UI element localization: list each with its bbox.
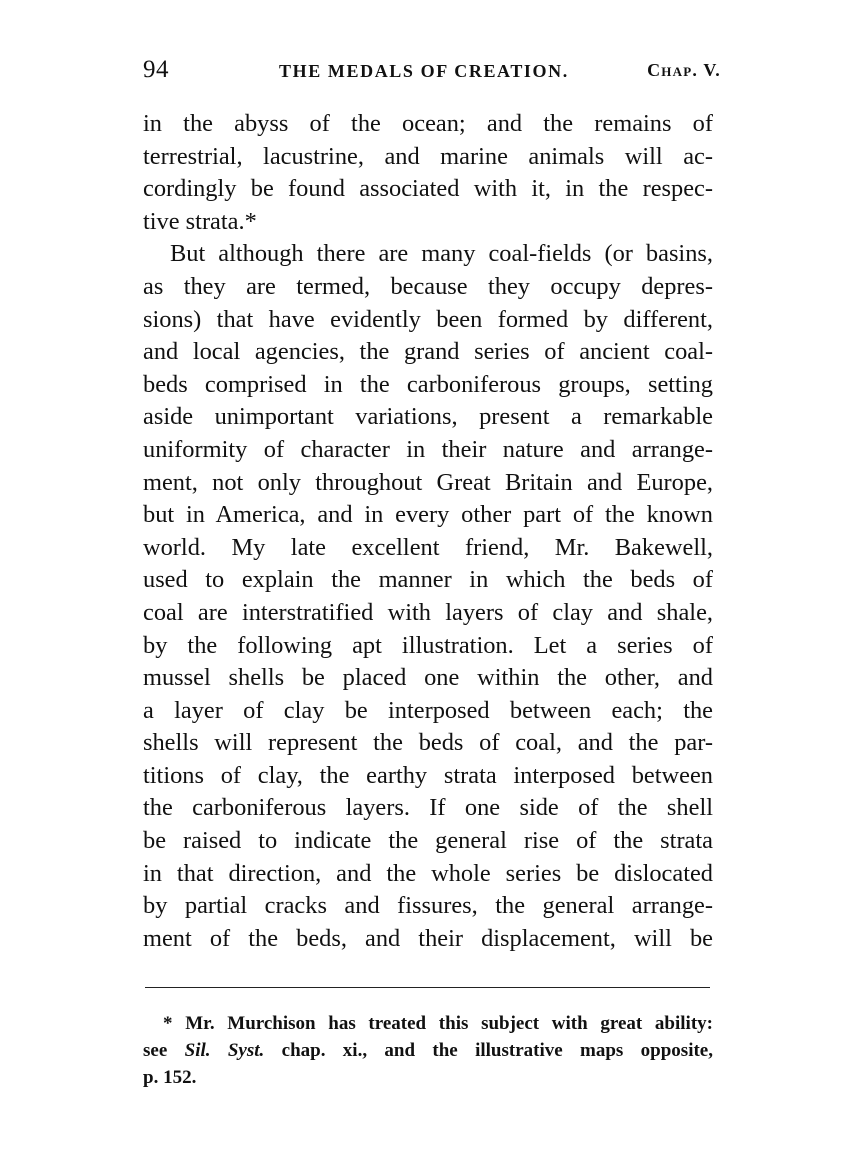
text-line: by the following apt illustration. Let a series of (143, 631, 713, 659)
text-line: sions) that have evidently been formed by different, (143, 305, 713, 333)
text-line: terrestrial, lacustrine, and marine animals will ac- (143, 142, 713, 170)
body-text (143, 108, 713, 955)
text-line: world. My late excellent friend, Mr. Bakewell, (143, 533, 713, 561)
footnote-line: p. 152. (143, 1067, 197, 1088)
text-line: beds comprised in the carboniferous groups, setting (143, 370, 713, 398)
text-line: mussel shells be placed one within the other, and (143, 664, 713, 692)
footnote-citation: Sil. Syst. (184, 1040, 265, 1061)
text-line: in that direction, and the whole series be dislocated (143, 859, 713, 887)
chapter-label: Chap. V. (647, 60, 721, 80)
page-number: 94 (143, 56, 169, 83)
text-line: used to explain the manner in which the beds of (143, 566, 713, 594)
text-line: a layer of clay be interposed between each; the (143, 696, 713, 724)
text-line: shells will represent the beds of coal, and the par- (143, 729, 713, 757)
text-line: be raised to indicate the general rise of the strata (143, 827, 713, 855)
text-line: ment, not only throughout Great Britain and Europe, (143, 468, 713, 496)
text-line: uniformity of character in their nature and arrange- (143, 435, 713, 463)
text-line: and local agencies, the grand series of ancient coal- (143, 338, 713, 366)
text-line: but in America, and in every other part of the known (143, 501, 713, 529)
text-line: ment of the beds, and their displacement, will be (143, 924, 713, 952)
text-line: as they are termed, because they occupy depres- (143, 272, 713, 300)
text-line: cordingly be found associated with it, in the respec- (143, 175, 713, 203)
footnote-line: * Mr. Murchison has treated this subject with great ability: (163, 1013, 713, 1034)
text-line: the carboniferous layers. If one side of the shell (143, 794, 713, 822)
running-head (143, 56, 721, 90)
paragraph-start-line: But although there are many coal-fields (or basins, (170, 240, 713, 268)
footnote-rule (145, 987, 710, 988)
text-line: coal are interstratified with layers of clay and shale, (143, 598, 713, 626)
footnote-text: chap. xi., and the illustrative maps opposite, (264, 1040, 713, 1061)
text-line: tive strata.* (143, 207, 257, 235)
footnote-text: see (143, 1040, 185, 1061)
text-line: by partial cracks and fissures, the general arrange- (143, 892, 713, 920)
text-line: in the abyss of the ocean; and the remains of (143, 110, 713, 137)
footnote-line (143, 1037, 713, 1064)
running-title: THE MEDALS OF CREATION. (279, 61, 569, 81)
text-line: aside unimportant variations, present a remarkable (143, 403, 713, 431)
text-line: titions of clay, the earthy strata interposed between (143, 761, 713, 789)
footnote (143, 1010, 713, 1091)
